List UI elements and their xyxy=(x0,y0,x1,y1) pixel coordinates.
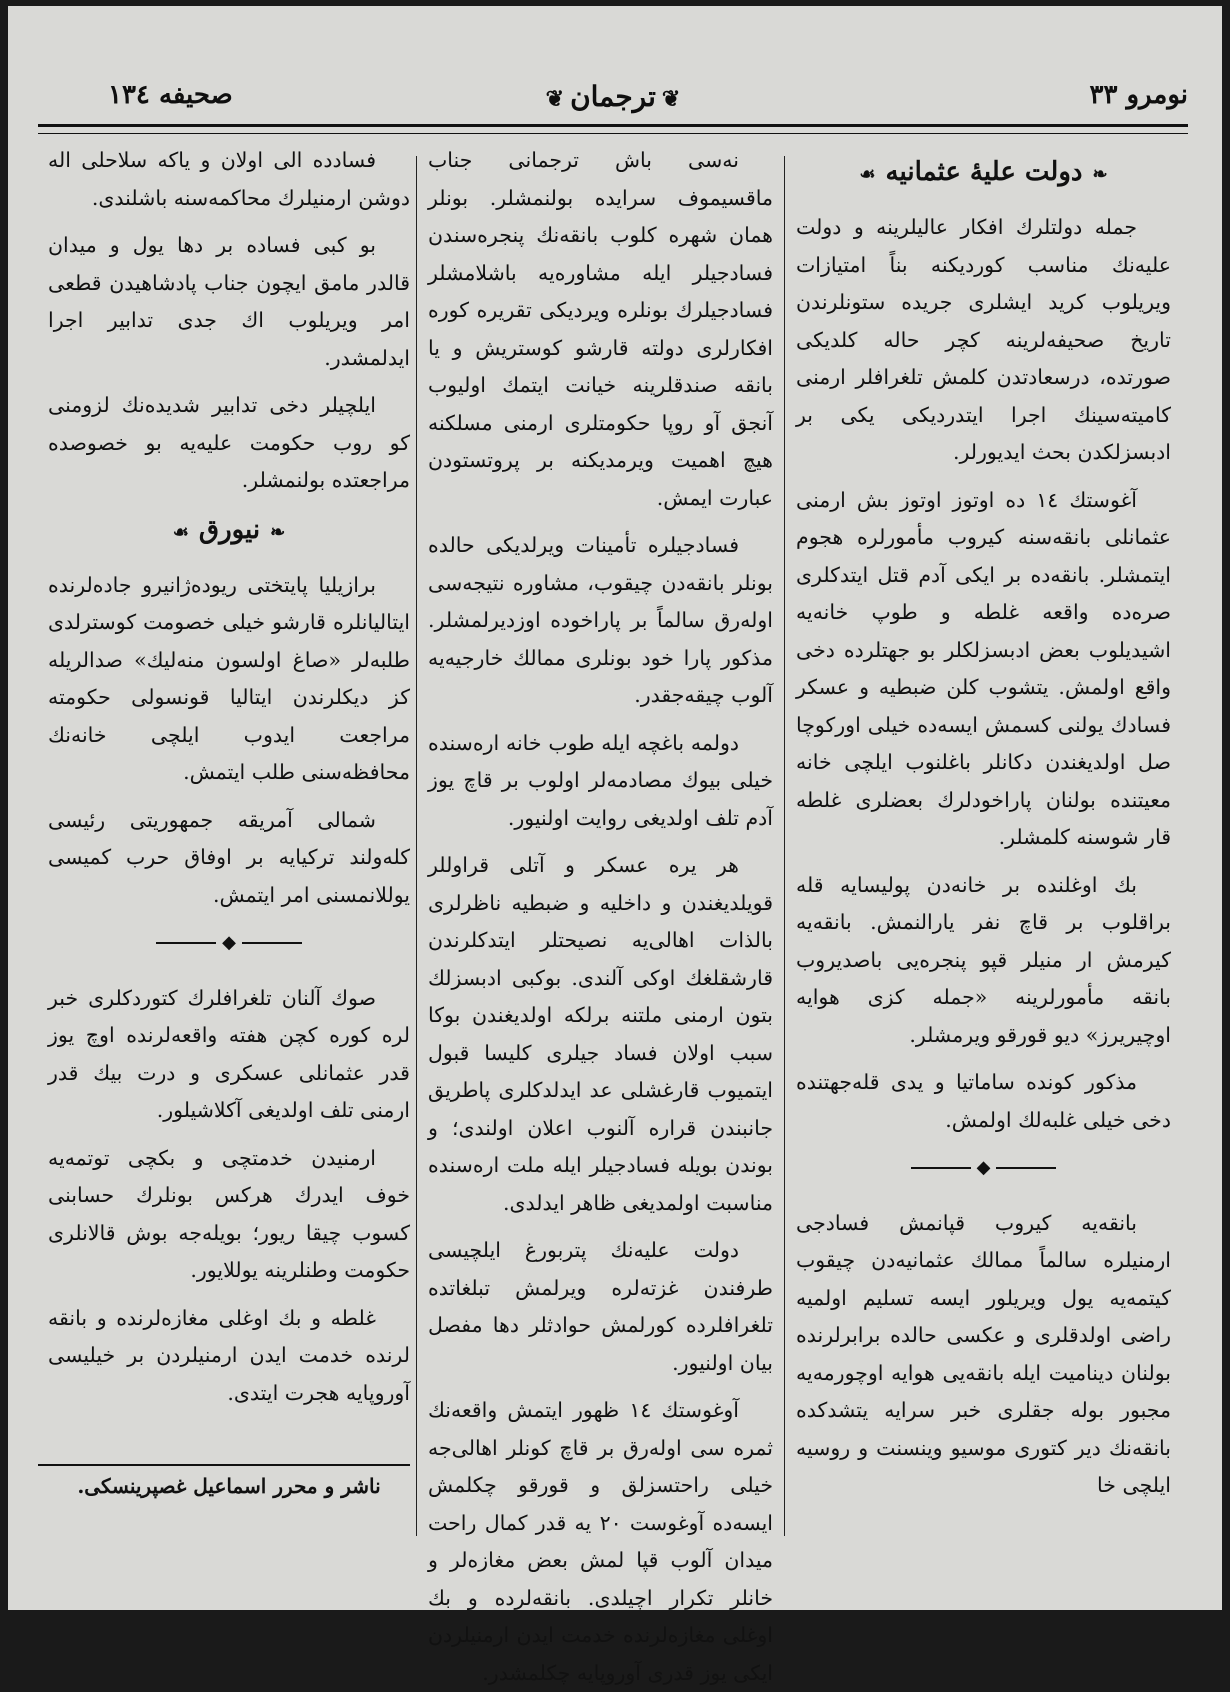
section-heading: ❧دولت علیهٔ عثمانیه☙ xyxy=(859,157,1108,187)
column-right xyxy=(796,142,1171,1522)
column-middle xyxy=(428,142,774,1685)
article-paragraph: هر یره عسکر و آتلی قراوللر قویلدیغندن و داخلیه و ضبطیه ناظرلری بالذات اهالی‌یه نصیحتلر ایتدکلرندن قارشقلغك اوکی آلندی. بوکبی ادبسزلك بتون ارمنی ملتنه برلکه اولدیغندن بوکا سبب اولان فساد جیلری کلیسا قبول ایتمیوب قارغشلی عد ایدلدکلری پاطریق جانبندن قراره آلنوب اعلان اولندی؛ و بوندن بویله فسادجیلر ایله ملت اره‌سنده مناسبت اولمدیغی ظاهر ایدلدی. xyxy=(428,853,773,1215)
column-divider xyxy=(416,156,417,1536)
article-paragraph: جمله دولتلرك افکار عالیلرینه و دولت علیه‌نك مناسب کوردیکنه بناً امتیازات ویریلوب کرید ایشلری جریده ستونلرندن تاریخ صحیفه‌لرینه کچر حاله کلدیکی صورتده، درسعادتدن کلمش تلغرافلر ارمنی کامیته‌سینك اجرا ایتدردیکی یکی بر ادبسزلکدن بحث ایدیورلر. xyxy=(796,215,1171,464)
header-rule-thin xyxy=(38,133,1188,134)
ornament-icon: ❦ xyxy=(661,86,681,112)
article-paragraph: شمالی آمریقه جمهوریتی رئیسی کله‌ولند ترکیایه بر اوفاق حرب کمیسی یوللانمسنی امر ایتمش. xyxy=(48,807,410,907)
ornament-icon: ☙ xyxy=(859,164,876,185)
article-paragraph: مذکور کونده ساماتیا و یدی قله‌جهتنده دخی خیلی غلبه‌لك اولمش. xyxy=(796,1070,1171,1132)
section-separator: ◆ xyxy=(796,1149,1171,1187)
article-paragraph: ایلچیلر دخی تدابیر شدیده‌نك لزومنی کو روب حکومت علیه‌یه بو خصوصده مراجعتده بولنمشلر. xyxy=(48,393,410,492)
ornament-icon: ❧ xyxy=(270,521,286,543)
issue-number: نومرو ۳۳ xyxy=(1089,80,1188,110)
article-paragraph: فسادجیلره تأمینات ویرلدیکی حالده بونلر بانقه‌دن چیقوب، مشاوره نتیجه‌سی اوله‌رق سالماً بر پاراخوده اوزدیرلمشلر. مذکور پارا خود بونلری ممالك خارجیه‌یه آلوب چیقه‌جقدر. xyxy=(428,533,773,707)
ornament-icon: ❦ xyxy=(545,86,565,112)
column-divider xyxy=(784,156,785,1536)
newspaper-page xyxy=(8,6,1222,1685)
article-paragraph: صوك آلنان تلغرافلرك کتوردکلری خبر لره کوره کچن هفته واقعه‌لرنده اوچ یوز قدر عثمانلی عسکری و درت بیك قدر ارمنی تلف اولدیغی آکلاشیلور. xyxy=(48,985,410,1122)
article-paragraph: بانقه‌یه کیروب قپانمش فسادجی ارمنیلره سالماً ممالك عثمانیه‌دن چیقوب کیتمه‌یه یول ویریلور ایسه تسلیم اولمیه راضی اولدقلری و عکسی حالده برابرلرنده بولنان دینامیت ایله بانقه‌یی هوایه اوچورمه‌یه مجبور بوله جقلری خبر سرایه یتشدکده بانقه‌نك دیر کتوری موسیو وینسنت و روسیه ایلچی خا xyxy=(796,1210,1171,1497)
section-heading: ❧نیورق☙ xyxy=(172,514,286,545)
article-paragraph: برازیلیا پایتختی ریوده‌ژانیرو جاده‌لرنده ایتالیانلره قارشو خیلی خصومت کوسترلدی طلبه‌لر «صاغ اولسون منه‌لیك» صدالریله کز دیکلرندن ایتالیا قونسولی حکومته مراجعت ایدوب ایلچی خانه‌نك محافظه‌سنی طلب ایتمش. xyxy=(48,572,410,784)
article-paragraph: دولت علیه‌نك پتربورغ ایلچیسی طرفندن غزته‌لره ویرلمش تبلغاتده تلغرافلرده کورلمش حوادثلر دها مفصل بیان اولنیور. xyxy=(428,1238,773,1375)
article-paragraph: آغوستك ١٤ ده اوتوز اوتوز بش ارمنی عثمانلی بانقه‌سنه کیروب مأمورلره هجوم ایتمشلر. بانقه‌ده بر ایکی آدم قتل ایتدکلری صره‌ده واقعه غلطه و طوپ خانه‌یه اشیدیلوب بعض ادبسزلکلر بو جهتلرده دخی واقع اولمش. یتشوب کلن ضبطیه و عسکر فسادك یولنی کسمش ایسه‌ده خیلی اورکوچا صل اولدیغندن دکانلر باغلنوب ایلچی خانه معیتنده بولنان پاراخودلرك بعضلری غلطه قار شوسنه کلمشلر. xyxy=(796,487,1171,849)
article-paragraph: بك اوغلنده بر خانه‌دن پولیسایه قله براقلوب بر قاچ نفر یارالنمش. بانقه‌یه کیرمش ار منیلر قپو پنجره‌یی باصدیروب بانقه مأمورلرینه «جمله کزی هوایه اوچیریرز» دیو قورقو ویرمشلر. xyxy=(796,872,1171,1047)
header-rule xyxy=(38,124,1188,127)
ornament-icon: ❧ xyxy=(1092,164,1108,185)
masthead xyxy=(38,76,1188,126)
article-paragraph: دولمه باغچه ایله طوب خانه اره‌سنده خیلی بیوك مصادمه‌لر اولوب بر قاچ یوز آدم تلف اولدیغی روایت اولنیور. xyxy=(428,730,773,830)
column-left xyxy=(48,142,410,1522)
page-number: صحیفه ۱۳٤ xyxy=(108,80,233,110)
article-paragraph: نه‌سی باش ترجمانی جناب ماقسیموف سرایده بولنمشلر. بونلر همان شهره کلوب بانقه‌نك پنجره‌سندن فسادجیلر ایله مشاوره‌یه باشلامشلر فسادجیلرك بونلره ویردیکی تقریره کوره افکارلری دولته قارشو کوستریش و یا بانقه صندقلرینه خیانت ایتمك اولیوب آنجق آو روپا حکومتلری ارمنی مسلکنه هیچ اهمیت ویرمدیکنه بر پروتستودن عبارت ایمش. xyxy=(428,148,773,510)
article-paragraph: غلطه و بك اوغلی مغازه‌لرنده و بانقه لرنده خدمت ایدن ارمنیلردن بر خیلیسی آوروپایه هجرت ایتدی. xyxy=(48,1305,410,1405)
publisher-line: ناشر و محرر اسماعیل غصپرینسکی. xyxy=(77,1474,381,1498)
article-paragraph: آوغوستك ١٤ ظهور ایتمش واقعه‌نك ثمره سی اوله‌رق بر قاچ کونلر اهالی‌جه خیلی راحتسزلق و قورقو چکلمش ایسه‌ده آوغوست ٢٠ یه قدر کمال راحت میدان آلوب قپا لمش بعض مغازه‌لر و خانلر تکرار اچیلدی. بانقه‌لرده و بك اوغلی مغازه‌لرنده خدمت ایدن ارمنیلردن ایکی یوز قدری آوروپایه چکلمشدر. xyxy=(428,1398,774,1685)
article-paragraph: بو کبی فساده بر دها یول و میدان قالدر مامق ایچون جناب پادشاهیدن قطعی امر ویریلوب اك جدی تدابیر اجرا ایدلمشدر. xyxy=(48,233,410,370)
ornament-icon: ☙ xyxy=(172,521,189,543)
newspaper-title xyxy=(540,80,687,113)
article-paragraph: ارمنیدن خدمتچی و بکچی توتمه‌یه خوف ایدرك هرکس بونلرك حسابنی کسوب چیقا ریور؛ بویله‌جه بوش قالانلری حکومت وطنلرینه یوللایور. xyxy=(48,1145,410,1282)
footer-rule xyxy=(38,1464,410,1466)
article-paragraph: فسادده الی اولان و یاکه سلاحلی اله دوشن ارمنیلرك محاکمه‌سنه باشلندی. xyxy=(48,148,410,210)
newspaper-name: ترجمان xyxy=(570,80,656,113)
section-separator: ◆ xyxy=(48,924,410,962)
